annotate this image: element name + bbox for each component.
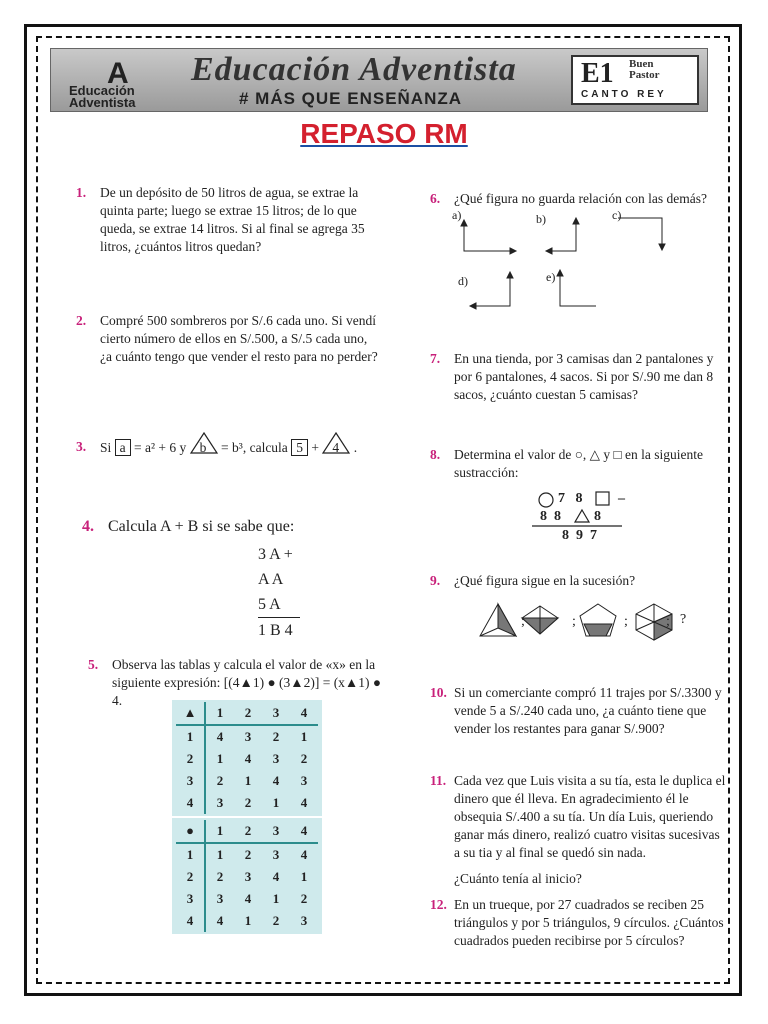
school-logo-name (629, 59, 660, 81)
figure-c-label: c) (612, 208, 622, 222)
triangle-4 (322, 436, 350, 456)
question-text: Calcula A + B si se sabe que: (108, 518, 295, 535)
figure-a-label: a) (452, 208, 462, 222)
q8-row-2a: 8 8 (540, 509, 561, 524)
question-subtext: ¿Cuánto tenía al inicio? (454, 871, 582, 886)
question-number: 11. (430, 773, 447, 788)
question-text: De un depósito de 50 litros de agua, se extrae la quinta parte; luego se extrae 15 litros; de lo que queda, se extrae 14 litros. Si al final se agrega 35 litros, ¿cuántos litros quedan? (100, 185, 365, 254)
question-number: 9. (430, 573, 441, 588)
question-3 (76, 436, 396, 457)
q3-end: . (353, 440, 358, 455)
q6-figures (452, 206, 702, 316)
question-text: ¿Qué figura sigue en la sucesión? (454, 573, 636, 588)
table-cell: 3 (176, 888, 205, 910)
brand-title: Educación Adventista (191, 51, 517, 88)
q9-sequence (480, 600, 700, 640)
page-title: REPASO RM (300, 118, 468, 149)
question-11 (430, 772, 726, 888)
triangle-b (190, 436, 218, 456)
question-number: 6. (430, 191, 441, 206)
question-2 (76, 312, 382, 366)
table-cell: 1 (272, 891, 280, 906)
table-row (176, 910, 318, 932)
table-cell: 1 (300, 869, 308, 884)
question-number: 1. (76, 185, 87, 200)
question-text: En una tienda, por 3 camisas dan 2 pantalones y por 6 pantalones, 4 sacos. Si por S/.90 me dan 8 sacos, ¿cuánto cuestan 5 camisas? (454, 351, 714, 402)
q9-question-mark: ? (680, 612, 687, 627)
table-cell: 4 (216, 913, 224, 928)
question-7 (430, 350, 720, 404)
table-cell: 2 (216, 869, 224, 884)
q3-text-si: Si (100, 440, 112, 455)
table-cell: 4 (300, 795, 308, 810)
question-number: 2. (76, 313, 87, 328)
figure-e-label: e) (546, 270, 556, 284)
header-banner (50, 48, 708, 112)
question-9 (430, 572, 720, 590)
table-cell: 1 (176, 725, 205, 748)
table-cell: 3 (262, 702, 290, 725)
question-number: 12. (430, 897, 447, 912)
figure-b-label: b) (536, 212, 546, 226)
question-text: En un trueque, por 27 cuadrados se reciben 25 triángulos y por 5 triángulos, 9 círculos. ¿Cuántos cuadrados pueden recibirse por 5 círculos? (454, 897, 724, 948)
table-cell: 1 (244, 773, 252, 788)
table-cell: 1 (205, 702, 234, 725)
q4-line-3: 5 A (258, 596, 281, 613)
table-row (176, 770, 318, 792)
table-cell: 2 (234, 702, 262, 725)
table-cell: 4 (176, 910, 205, 932)
question-number: 8. (430, 447, 441, 462)
table-cell: 4 (272, 773, 280, 788)
question-number: 4. (82, 518, 94, 535)
question-number: 5. (88, 657, 99, 672)
table-cell: 4 (176, 792, 205, 814)
slogan: # MÁS QUE ENSEÑANZA (239, 89, 463, 108)
school-logo-e1: E1 (581, 58, 614, 89)
logo-line-1: Educación (69, 83, 135, 98)
table-cell: 1 (205, 820, 234, 843)
triangle-b-label: b (199, 440, 207, 455)
table-row (176, 792, 318, 814)
table-cell: 3 (300, 913, 308, 928)
q8-row-2b: 8 (594, 509, 601, 524)
table-cell: 4 (216, 729, 224, 744)
table-cell: 2 (234, 820, 262, 843)
table-cell: 1 (216, 751, 224, 766)
circle-operation-table (172, 818, 322, 934)
question-number: 10. (430, 685, 447, 700)
question-number: 3. (76, 439, 87, 454)
question-10 (430, 684, 726, 738)
table-cell: 1 (272, 795, 280, 810)
q8-row-1: 7 8 (558, 491, 583, 506)
table-cell: 3 (272, 751, 280, 766)
q8-minus: – (618, 491, 625, 506)
table-cell: 3 (216, 795, 224, 810)
table-cell: 3 (300, 773, 308, 788)
table-cell: 2 (216, 773, 224, 788)
table-cell: 1 (300, 729, 308, 744)
triangle-4-label: 4 (332, 440, 340, 455)
table-cell: 1 (244, 913, 252, 928)
table-cell: 2 (244, 847, 252, 862)
q3-eq2: = b³, calcula (221, 440, 288, 455)
table-cell: 2 (272, 729, 280, 744)
table-cell: 3 (244, 869, 252, 884)
table-cell: 2 (300, 751, 308, 766)
question-text: Compré 500 sombreros por S/.6 cada uno. Si vendí cierto número de ellos en S/.500, a S/.5 cada uno, ¿a cuánto tengo que vender el resto para no perder? (100, 313, 378, 364)
logo-line-2: Adventista (69, 95, 136, 110)
logo-mark: A (107, 57, 129, 90)
table-cell: 4 (244, 891, 252, 906)
table-cell: 3 (176, 770, 205, 792)
figure-arrows (452, 206, 702, 316)
table-cell: 2 (176, 748, 205, 770)
table-cell: 4 (272, 869, 280, 884)
question-4 (82, 518, 402, 536)
question-text: Observa las tablas y calcula el valor de «x» en la siguiente expresión: [(4▲1) ● (3▲2)] = (x▲1) ● 4. (112, 657, 382, 708)
question-text: ¿Qué figura no guarda relación con las demás? (454, 191, 708, 206)
q4-operation (258, 542, 348, 643)
question-12 (430, 896, 726, 950)
table-row (176, 820, 318, 843)
table-cell: 2 (300, 891, 308, 906)
q4-line-2: A A (258, 571, 284, 588)
table-cell: ▲ (176, 702, 205, 725)
table-row (176, 702, 318, 725)
table-row (176, 866, 318, 888)
table-cell: 1 (216, 847, 224, 862)
question-number: 7. (430, 351, 441, 366)
q3-eq1: = a² + 6 y (134, 440, 187, 455)
question-text: Si un comerciante compró 11 trajes por S/.3300 y vende 5 a S/.240 cada uno, ¿a cuánto tiene que vender los restantes para ganar S/.900? (454, 685, 722, 736)
q4-line-4: 1 B 4 (258, 617, 300, 643)
table-cell: 2 (272, 913, 280, 928)
q9-sep-1: ; (521, 614, 525, 629)
table-cell: 3 (244, 729, 252, 744)
table-row (176, 748, 318, 770)
table-cell: 1 (176, 843, 205, 866)
school-logo (571, 55, 699, 105)
q3-plus: + (311, 440, 319, 455)
table-row (176, 725, 318, 748)
table-cell: 3 (262, 820, 290, 843)
table-cell: 2 (244, 795, 252, 810)
school-logo-line-2: Pastor (629, 69, 660, 81)
q4-line-1: 3 A + (258, 546, 293, 563)
school-logo-line-1: Buen (629, 58, 654, 70)
table-cell: 4 (290, 702, 318, 725)
question-1 (76, 184, 382, 256)
table-row (176, 843, 318, 866)
question-text: Determina el valor de ○, △ y □ en la siguiente sustracción: (454, 447, 703, 480)
triangle-operation-table (172, 700, 322, 816)
table-cell: 3 (216, 891, 224, 906)
table-cell: 4 (300, 847, 308, 862)
q9-sep-2: ; (572, 614, 576, 629)
q9-sep-3: ; (624, 614, 628, 629)
table-cell: ● (176, 820, 205, 843)
box-a: a (115, 439, 131, 456)
figure-d-label: d) (458, 274, 468, 288)
table-cell: 4 (244, 751, 252, 766)
q9-sep-4: ; (666, 614, 670, 629)
table-cell: 3 (272, 847, 280, 862)
box-5: 5 (291, 439, 308, 456)
table-row (176, 888, 318, 910)
school-logo-place: CANTO REY (581, 89, 667, 100)
question-text: Cada vez que Luis visita a su tía, esta le duplica el dinero que él lleva. En agradecimiento él le obsequia S/.400 a su tía. Un día Luis, queriendo ganar más dinero, realizó cuatro visitas sucesivas a su tia y al final se quedó sin nada. (454, 773, 726, 860)
question-8 (430, 446, 720, 482)
adventist-logo (63, 55, 173, 110)
q8-row-3: 8 9 7 (562, 528, 597, 543)
table-cell: 4 (290, 820, 318, 843)
q8-subtraction (530, 490, 640, 546)
logo-text (69, 85, 135, 109)
table-cell: 2 (176, 866, 205, 888)
